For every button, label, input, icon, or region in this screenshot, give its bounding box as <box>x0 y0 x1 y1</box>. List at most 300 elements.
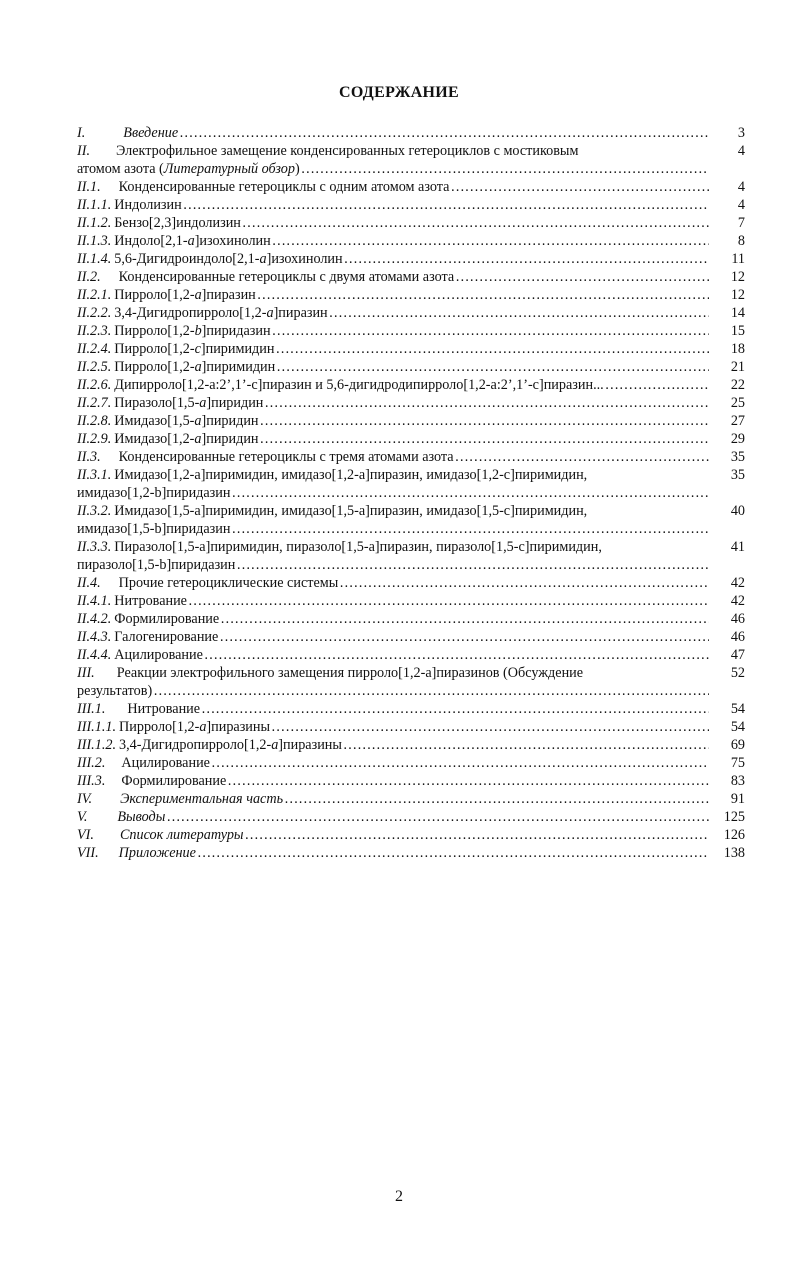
toc-entry-number: III.2. <box>77 755 106 771</box>
toc-page-number: 69 <box>730 737 745 753</box>
toc-page-number: 40 <box>730 503 745 519</box>
toc-leader-dots <box>270 718 709 736</box>
toc-line <box>77 232 709 250</box>
toc-title-part: Индоло[2,1- <box>114 233 188 249</box>
toc-entry-title <box>119 736 342 754</box>
toc-title-part: Пирроло[1,2- <box>114 287 195 303</box>
toc-entry[interactable] <box>77 304 745 322</box>
toc-entry-text <box>77 358 709 376</box>
toc-line <box>77 718 709 736</box>
toc-leader-dots <box>203 646 709 664</box>
toc-entry-title: Имидазо[1,5-a]пиримидин, имидазо[1,5-a]пиразин, имидазо[1,5-c]пиримидин, <box>114 503 588 519</box>
toc-page-number: 35 <box>730 467 745 483</box>
toc-title-part-italic: a <box>194 359 202 375</box>
toc-entry-number: II.2.3. <box>77 323 112 339</box>
toc-entry[interactable] <box>77 754 745 772</box>
toc-line <box>77 412 709 430</box>
toc-leader-dots <box>283 790 709 808</box>
toc-leader-dots <box>230 520 709 538</box>
toc-line <box>77 826 709 844</box>
toc-entry-number: II.4. <box>77 575 101 591</box>
toc-leader-dots <box>219 610 709 628</box>
toc-entry[interactable] <box>77 826 745 844</box>
toc-page-number: 14 <box>730 305 745 321</box>
toc-leader-dots <box>274 340 709 358</box>
toc-line <box>77 448 709 466</box>
toc-page-number: 25 <box>730 395 745 411</box>
toc-title-part: Пирроло[1,2- <box>114 341 195 357</box>
toc-entry-number: II.1.4. <box>77 251 112 267</box>
toc-entry[interactable] <box>77 772 745 790</box>
toc-entry[interactable] <box>77 538 745 574</box>
toc-leader-dots <box>454 268 709 286</box>
toc-entry[interactable] <box>77 430 745 448</box>
toc-title-part: ]пиримидин <box>201 359 276 375</box>
toc-line <box>77 628 709 646</box>
toc-entry-number: II.2.5. <box>77 359 112 375</box>
toc-title-part: ) <box>294 161 300 177</box>
toc-page-number: 11 <box>731 251 745 267</box>
toc-entry-title: Формилирование <box>114 611 220 627</box>
toc-entry-text <box>77 142 709 178</box>
toc-title-part: ]пиримидин <box>200 341 275 357</box>
toc-entry-text <box>77 700 709 718</box>
toc-entry-text <box>77 790 709 808</box>
toc-page-number: 35 <box>730 449 745 465</box>
toc-entry[interactable] <box>77 502 745 538</box>
toc-title-part-italic: a <box>194 413 202 429</box>
toc-entry-title: Введение <box>123 125 179 141</box>
toc-entry-text <box>77 574 709 592</box>
table-of-contents <box>77 124 745 862</box>
toc-entry[interactable] <box>77 646 745 664</box>
toc-entry-title: Приложение <box>118 845 196 861</box>
toc-entry-text <box>77 286 709 304</box>
toc-line <box>77 376 709 394</box>
toc-entry-text <box>77 124 709 142</box>
toc-entry-text <box>77 304 709 322</box>
toc-title-part: 3,4-Дигидропирроло[1,2- <box>114 305 267 321</box>
toc-entry[interactable] <box>77 466 745 502</box>
toc-entry-number: II.2.4. <box>77 341 112 357</box>
toc-page-number: 42 <box>730 593 745 609</box>
toc-page-number: 46 <box>730 611 745 627</box>
toc-entry[interactable] <box>77 844 745 862</box>
toc-line <box>77 358 709 376</box>
toc-title-part-italic: c <box>194 341 201 357</box>
toc-entry[interactable] <box>77 232 745 250</box>
toc-entry[interactable] <box>77 142 745 178</box>
toc-entry-title: Реакции электрофильного замещения пирроло[1,2-a]пиразинов (Обсуждение <box>116 665 584 681</box>
toc-title-part-italic: a <box>199 719 207 735</box>
toc-entry-title: Бензо[2,3]индолизин <box>114 215 241 231</box>
toc-line <box>77 574 709 592</box>
toc-title-part-italic: a <box>266 305 274 321</box>
toc-leader-dots <box>338 574 709 592</box>
toc-entry-text <box>77 646 709 664</box>
toc-title-part: ]пиридин <box>201 413 259 429</box>
toc-line <box>77 484 709 502</box>
toc-title-part: Имидазо[1,5- <box>114 413 195 429</box>
toc-leader-dots <box>187 592 709 610</box>
toc-entry[interactable] <box>77 394 745 412</box>
toc-line <box>77 700 709 718</box>
toc-entry-title <box>114 250 342 268</box>
toc-page-number: 27 <box>730 413 745 429</box>
toc-title-part-italic: b <box>194 323 202 339</box>
toc-entry-number: II.1.3. <box>77 233 112 249</box>
toc-entry-number: II.3.3. <box>77 539 112 555</box>
toc-leader-dots <box>449 178 709 196</box>
toc-leader-dots <box>226 772 709 790</box>
toc-leader-dots <box>218 628 709 646</box>
toc-entry-title: Пиразоло[1,5-a]пиримидин, пиразоло[1,5-a]пиразин, пиразоло[1,5-c]пиримидин, <box>114 539 602 555</box>
toc-title-part: ]пиридазин <box>201 323 271 339</box>
toc-title-part: атомом азота ( <box>77 161 164 177</box>
toc-entry-title <box>114 286 255 304</box>
toc-title-part-italic: a <box>194 287 202 303</box>
toc-entry-title <box>114 358 275 376</box>
toc-entry-title: Список литературы <box>119 827 244 843</box>
toc-entry-number: II.2.6. <box>77 377 112 393</box>
toc-title-part: ]пиразин <box>273 305 328 321</box>
toc-page-number: 75 <box>730 755 745 771</box>
toc-page-number: 46 <box>730 629 745 645</box>
toc-entry-number: II.1. <box>77 179 101 195</box>
toc-entry[interactable] <box>77 250 745 268</box>
toc-entry-text <box>77 214 709 232</box>
toc-leader-dots <box>244 826 709 844</box>
toc-entry[interactable] <box>77 376 745 394</box>
toc-line <box>77 754 709 772</box>
toc-line <box>77 124 709 142</box>
toc-leader-dots <box>200 700 709 718</box>
toc-entry-title: Выводы <box>117 809 166 825</box>
toc-title-part: ]изохинолин <box>194 233 271 249</box>
toc-line <box>77 556 709 574</box>
toc-entry[interactable] <box>77 412 745 430</box>
toc-line <box>77 178 709 196</box>
toc-page-number: 7 <box>737 215 745 231</box>
toc-entry-number: II.1.2. <box>77 215 112 231</box>
toc-page-number: 54 <box>730 701 745 717</box>
toc-entry-number: II.2.1. <box>77 287 112 303</box>
toc-entry-number: II.4.4. <box>77 647 112 663</box>
toc-line <box>77 394 709 412</box>
toc-entry-title <box>114 304 327 322</box>
toc-leader-dots <box>604 376 709 394</box>
toc-entry-text <box>77 772 709 790</box>
toc-entry-title: Конденсированные гетероциклы с одним атомом азота <box>118 179 450 195</box>
toc-line <box>77 268 709 286</box>
toc-entry-number: II.2.7. <box>77 395 112 411</box>
toc-leader-dots <box>235 556 709 574</box>
toc-entry[interactable] <box>77 322 745 340</box>
toc-line <box>77 772 709 790</box>
toc-page-number: 18 <box>730 341 745 357</box>
toc-page-number: 12 <box>730 269 745 285</box>
toc-leader-dots <box>271 322 709 340</box>
page-number: 2 <box>395 1188 403 1205</box>
toc-entry-title: Конденсированные гетероциклы с двумя атомами азота <box>118 269 455 285</box>
toc-title-part-italic: a <box>194 431 202 447</box>
toc-entry-number: III.1.2. <box>77 737 117 753</box>
toc-title-part: ]пиразины <box>278 737 342 753</box>
toc-entry-number: II.1.1. <box>77 197 112 213</box>
toc-line <box>77 466 709 484</box>
toc-leader-dots <box>196 844 709 862</box>
toc-entry-text <box>77 844 709 862</box>
toc-page-number: 52 <box>730 665 745 681</box>
toc-entry-text <box>77 610 709 628</box>
toc-entry-title: Нитрование <box>127 701 201 717</box>
toc-entry-text <box>77 466 709 502</box>
toc-line <box>77 520 709 538</box>
toc-page-number: 42 <box>730 575 745 591</box>
toc-entry[interactable] <box>77 214 745 232</box>
toc-leader-dots <box>165 808 709 826</box>
toc-leader-dots <box>210 754 709 772</box>
toc-line <box>77 160 709 178</box>
toc-line <box>77 646 709 664</box>
toc-entry-number: II. <box>77 143 90 159</box>
toc-page-number: 15 <box>730 323 745 339</box>
toc-entry[interactable] <box>77 790 745 808</box>
toc-entry-title: Индолизин <box>114 197 182 213</box>
toc-entry-number: III.1.1. <box>77 719 117 735</box>
toc-line <box>77 322 709 340</box>
toc-entry[interactable] <box>77 268 745 286</box>
toc-page-number: 12 <box>730 287 745 303</box>
toc-title-part-italic: a <box>187 233 195 249</box>
toc-title-part: Пирроло[1,2- <box>114 359 195 375</box>
toc-page-number: 4 <box>737 197 745 213</box>
toc-leader-dots <box>152 682 709 700</box>
toc-title-part-italic: a <box>271 737 279 753</box>
toc-entry[interactable] <box>77 124 745 142</box>
toc-entry-number: II.2.8. <box>77 413 112 429</box>
toc-leader-dots <box>182 196 709 214</box>
toc-leader-dots <box>271 232 709 250</box>
toc-title-part-italic: a <box>259 251 267 267</box>
toc-entry-text <box>77 268 709 286</box>
toc-entry-text <box>77 736 709 754</box>
toc-title-part: ]пиридин <box>201 431 259 447</box>
toc-entry-text <box>77 808 709 826</box>
toc-entry[interactable] <box>77 736 745 754</box>
toc-line <box>77 304 709 322</box>
toc-page-number: 21 <box>730 359 745 375</box>
toc-leader-dots <box>328 304 709 322</box>
toc-entry-text <box>77 322 709 340</box>
toc-line <box>77 592 709 610</box>
toc-entry-text <box>77 592 709 610</box>
toc-entry[interactable] <box>77 700 745 718</box>
toc-entry-number: II.3.2. <box>77 503 112 519</box>
toc-line <box>77 142 709 160</box>
toc-title-part-italic: Литературный обзор <box>163 161 295 177</box>
toc-entry-text <box>77 664 709 700</box>
toc-leader-dots <box>230 484 709 502</box>
toc-entry[interactable] <box>77 196 745 214</box>
toc-entry-title: Ацилирование <box>114 647 203 663</box>
toc-title-part: ]пиразин <box>201 287 256 303</box>
toc-entry-title <box>114 340 274 358</box>
toc-page-number: 125 <box>723 809 745 825</box>
toc-entry-number: III.3. <box>77 773 106 789</box>
toc-entry[interactable] <box>77 448 745 466</box>
toc-page-number: 47 <box>730 647 745 663</box>
toc-line <box>77 610 709 628</box>
toc-entry-title <box>114 232 270 250</box>
toc-entry-title: Галогенирование <box>114 629 219 645</box>
toc-entry-title: Экспериментальная часть <box>120 791 284 807</box>
toc-leader-dots <box>256 286 709 304</box>
toc-leader-dots <box>241 214 709 232</box>
toc-entry-title <box>114 430 258 448</box>
toc-entry[interactable] <box>77 178 745 196</box>
toc-line <box>77 250 709 268</box>
toc-entry-number: VII. <box>77 845 99 861</box>
toc-entry-text <box>77 448 709 466</box>
toc-entry-number: V. <box>77 809 88 825</box>
toc-page-number: 8 <box>737 233 745 249</box>
toc-entry-number: I. <box>77 125 86 141</box>
toc-line <box>77 196 709 214</box>
toc-leader-dots <box>259 430 709 448</box>
toc-entry-title <box>114 394 263 412</box>
toc-title-part: 5,6-Дигидроиндоло[2,1- <box>114 251 260 267</box>
toc-title-part: ]пиразины <box>206 719 271 735</box>
toc-line <box>77 790 709 808</box>
toc-leader-dots <box>454 448 709 466</box>
toc-line <box>77 808 709 826</box>
toc-leader-dots <box>178 124 709 142</box>
toc-leader-dots <box>342 736 709 754</box>
toc-entry-title-continued: пиразоло[1,5-b]пиридазин <box>77 557 236 573</box>
toc-page-number: 22 <box>730 377 745 393</box>
toc-title-part: Имидазо[1,2- <box>114 431 195 447</box>
toc-entry-number: III. <box>77 665 95 681</box>
toc-title-part: ]изохинолин <box>266 251 343 267</box>
toc-entry-text <box>77 628 709 646</box>
toc-entry-title: Электрофильное замещение конденсированных гетероциклов с мостиковым <box>116 143 579 159</box>
toc-entry-number: IV. <box>77 791 93 807</box>
toc-line <box>77 664 709 682</box>
toc-entry[interactable] <box>77 808 745 826</box>
toc-entry[interactable] <box>77 286 745 304</box>
toc-entry-title-continued: результатов) <box>77 683 153 699</box>
toc-title-part: Пиразоло[1,5- <box>114 395 200 411</box>
toc-entry[interactable] <box>77 628 745 646</box>
toc-title-part: Пирроло[1,2- <box>114 323 195 339</box>
toc-entry[interactable] <box>77 574 745 592</box>
toc-entry-title <box>114 412 258 430</box>
toc-leader-dots <box>343 250 709 268</box>
toc-entry-text <box>77 340 709 358</box>
toc-entry-text <box>77 412 709 430</box>
toc-entry[interactable] <box>77 664 745 700</box>
toc-leader-dots <box>300 160 709 178</box>
toc-page-number: 4 <box>737 143 745 159</box>
toc-entry-number: II.3. <box>77 449 101 465</box>
toc-line <box>77 340 709 358</box>
toc-page-number: 29 <box>730 431 745 447</box>
toc-entry-text <box>77 538 709 574</box>
toc-leader-dots <box>275 358 709 376</box>
toc-title-part: Пирроло[1,2- <box>119 719 200 735</box>
toc-line <box>77 844 709 862</box>
toc-entry-number: II.4.2. <box>77 611 112 627</box>
toc-page-number: 138 <box>723 845 745 861</box>
toc-entry-number: II.4.1. <box>77 593 112 609</box>
toc-page-number: 3 <box>737 125 745 141</box>
toc-entry-title-continued: имидазо[1,5-b]пиридазин <box>77 521 231 537</box>
toc-entry-title: Дипирроло[1,2-a:2’,1’-c]пиразин и 5,6-дигидродипирроло[1,2-a:2’,1’-c]пиразин... <box>114 377 604 393</box>
toc-entry-number: VI. <box>77 827 94 843</box>
page-title: СОДЕРЖАНИЕ <box>338 84 460 101</box>
toc-page-number: 41 <box>730 539 745 555</box>
toc-entry-text <box>77 430 709 448</box>
toc-line <box>77 430 709 448</box>
toc-entry-number: II.3.1. <box>77 467 112 483</box>
toc-entry-title: Конденсированные гетероциклы с тремя атомами азота <box>118 449 454 465</box>
toc-entry[interactable] <box>77 592 745 610</box>
toc-line <box>77 214 709 232</box>
toc-entry-text <box>77 250 709 268</box>
toc-line <box>77 736 709 754</box>
toc-entry[interactable] <box>77 340 745 358</box>
toc-title-part: ]пиридин <box>206 395 264 411</box>
toc-title-part-italic: a <box>199 395 207 411</box>
toc-entry-title <box>119 718 270 736</box>
toc-entry-text <box>77 394 709 412</box>
toc-leader-dots <box>259 412 709 430</box>
toc-entry-text <box>77 178 709 196</box>
toc-entry-title-continued: имидазо[1,2-b]пиридазин <box>77 485 231 501</box>
toc-entry-text <box>77 376 709 394</box>
toc-entry-number: II.2. <box>77 269 101 285</box>
toc-line <box>77 682 709 700</box>
toc-leader-dots <box>263 394 709 412</box>
toc-entry-number: II.2.9. <box>77 431 112 447</box>
toc-entry-text <box>77 232 709 250</box>
toc-entry-number: II.2.2. <box>77 305 112 321</box>
toc-entry[interactable] <box>77 718 745 736</box>
toc-title-part: 3,4-Дигидропирроло[1,2- <box>119 737 272 753</box>
toc-entry-title: Прочие гетероциклические системы <box>118 575 339 591</box>
toc-page-number: 54 <box>730 719 745 735</box>
toc-page-number: 126 <box>723 827 745 843</box>
toc-entry-text <box>77 754 709 772</box>
toc-entry-title: Имидазо[1,2-a]пиримидин, имидазо[1,2-a]пиразин, имидазо[1,2-c]пиримидин, <box>114 467 588 483</box>
toc-line <box>77 502 709 520</box>
toc-entry[interactable] <box>77 610 745 628</box>
toc-entry-title: Нитрование <box>114 593 187 609</box>
toc-entry-text <box>77 502 709 538</box>
toc-entry-number: II.4.3. <box>77 629 112 645</box>
toc-page-number: 4 <box>737 179 745 195</box>
toc-entry-number: III.1. <box>77 701 106 717</box>
toc-entry-title <box>114 322 270 340</box>
toc-entry[interactable] <box>77 358 745 376</box>
toc-entry-title: Формилирование <box>121 773 227 789</box>
toc-page-number: 83 <box>730 773 745 789</box>
toc-entry-text <box>77 826 709 844</box>
toc-line <box>77 286 709 304</box>
toc-entry-title: Ацилирование <box>121 755 210 771</box>
toc-entry-text <box>77 718 709 736</box>
